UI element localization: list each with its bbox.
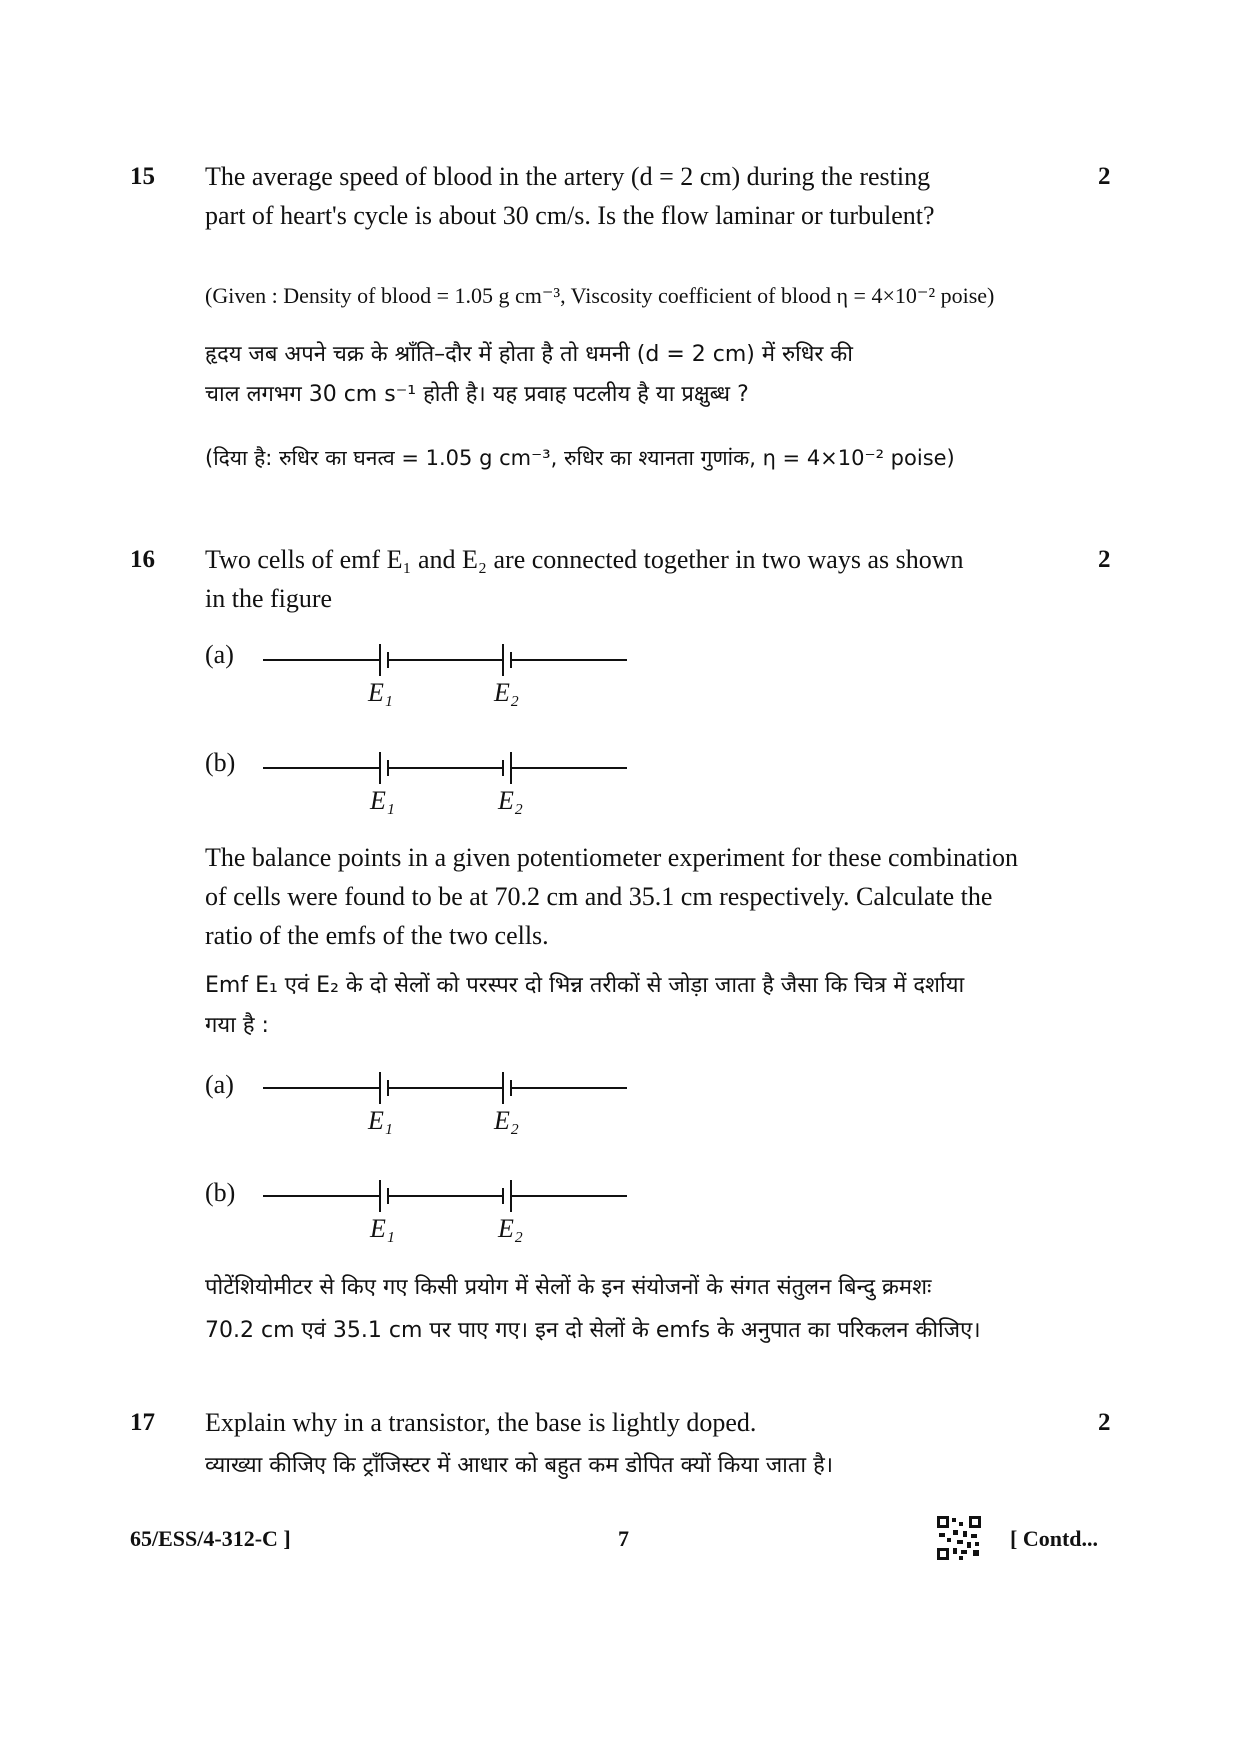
fig2-label-b: (b) xyxy=(205,1178,236,1207)
fig2a-cell2-label: E₂ xyxy=(494,1106,519,1135)
q16-text-hi-2: गया है : xyxy=(205,1013,269,1038)
circuit-diagram-a-hindi xyxy=(255,1058,635,1148)
fig2b-cell2-label: E₂ xyxy=(498,1214,523,1243)
circuit-diagram-b xyxy=(255,738,635,828)
fig2a-cell1-label: E₁ xyxy=(368,1106,393,1135)
q17-text-hi: व्याख्या कीजिए कि ट्राँजिस्टर में आधार को बहुत कम डोपित क्यों किया जाता है। xyxy=(205,1453,834,1478)
marks-16: 2 xyxy=(1098,546,1111,573)
fig1a-cell2-label: E₂ xyxy=(494,678,519,707)
fig1a-cell1-label: E₁ xyxy=(368,678,393,707)
paper-code: 65/ESS/4-312-C ] xyxy=(130,1526,291,1551)
q16-para-en-1: The balance points in a given potentiometer experiment for these combination xyxy=(205,843,1018,872)
circuit-diagram-b-hindi xyxy=(255,1166,635,1256)
q16-text-hi-1: Emf E₁ एवं E₂ के दो सेलों को परस्पर दो भिन्न तरीकों से जोड़ा जाता है जैसा कि चित्र में दर्शाया xyxy=(205,973,965,998)
q16-para-hi-2: 70.2 cm एवं 35.1 cm पर पाए गए। इन दो सेलों के emfs के अनुपात का परिकलन कीजिए। xyxy=(205,1318,981,1343)
fig1-label-a: (a) xyxy=(205,640,234,669)
marks-15: 2 xyxy=(1098,163,1111,190)
fig1-label-b: (b) xyxy=(205,748,236,777)
q16-text-en-2: in the figure xyxy=(205,584,333,613)
fig1b-cell1-label: E₁ xyxy=(370,786,395,815)
q15-text-hi-1: हृदय जब अपने चक्र के श्राँति–दौर में होता है तो धमनी (d = 2 cm) में रुधिर की xyxy=(205,342,853,367)
page-number: 7 xyxy=(618,1526,629,1551)
q15-text-en-1: The average speed of blood in the artery (d = 2 cm) during the resting xyxy=(205,162,931,191)
q16-text-en-1: Two cells of emf E₁ and E₂ are connected together in two ways as shown xyxy=(205,545,964,574)
q15-given-hi: (दिया है: रुधिर का घनत्व = 1.05 g cm⁻³, रुधिर का श्यानता गुणांक, η = 4×10⁻² poise) xyxy=(205,446,955,470)
q15-text-hi-2: चाल लगभग 30 cm s⁻¹ होती है। यह प्रवाह पटलीय है या प्रक्षुब्ध ? xyxy=(205,382,749,407)
circuit-diagram-a xyxy=(255,630,635,720)
q15-text-en-2: part of heart's cycle is about 30 cm/s. Is the flow laminar or turbulent? xyxy=(205,201,935,230)
continued-label: [ Contd... xyxy=(1010,1526,1099,1551)
q16-para-hi-1: पोटेंशियोमीटर से किए गए किसी प्रयोग में सेलों के इन संयोजनों के संगत संतुलन बिन्दु क्रमशः xyxy=(205,1275,932,1300)
question-number-16: 16 xyxy=(130,546,155,573)
q16-para-en-3: ratio of the emfs of the two cells. xyxy=(205,921,549,950)
fig1b-cell2-label: E₂ xyxy=(498,786,523,815)
q16-para-en-2: of cells were found to be at 70.2 cm and 35.1 cm respectively. Calculate the xyxy=(205,882,993,911)
q17-text-en: Explain why in a transistor, the base is lightly doped. xyxy=(205,1408,757,1437)
question-number-17: 17 xyxy=(130,1409,155,1436)
question-number-15: 15 xyxy=(130,163,155,190)
qr-code-icon xyxy=(937,1516,981,1560)
marks-17: 2 xyxy=(1098,1409,1111,1436)
q15-given-en: (Given : Density of blood = 1.05 g cm⁻³, Viscosity coefficient of blood η = 4×10⁻² poise) xyxy=(205,283,995,308)
fig2-label-a: (a) xyxy=(205,1070,234,1099)
fig2b-cell1-label: E₁ xyxy=(370,1214,395,1243)
